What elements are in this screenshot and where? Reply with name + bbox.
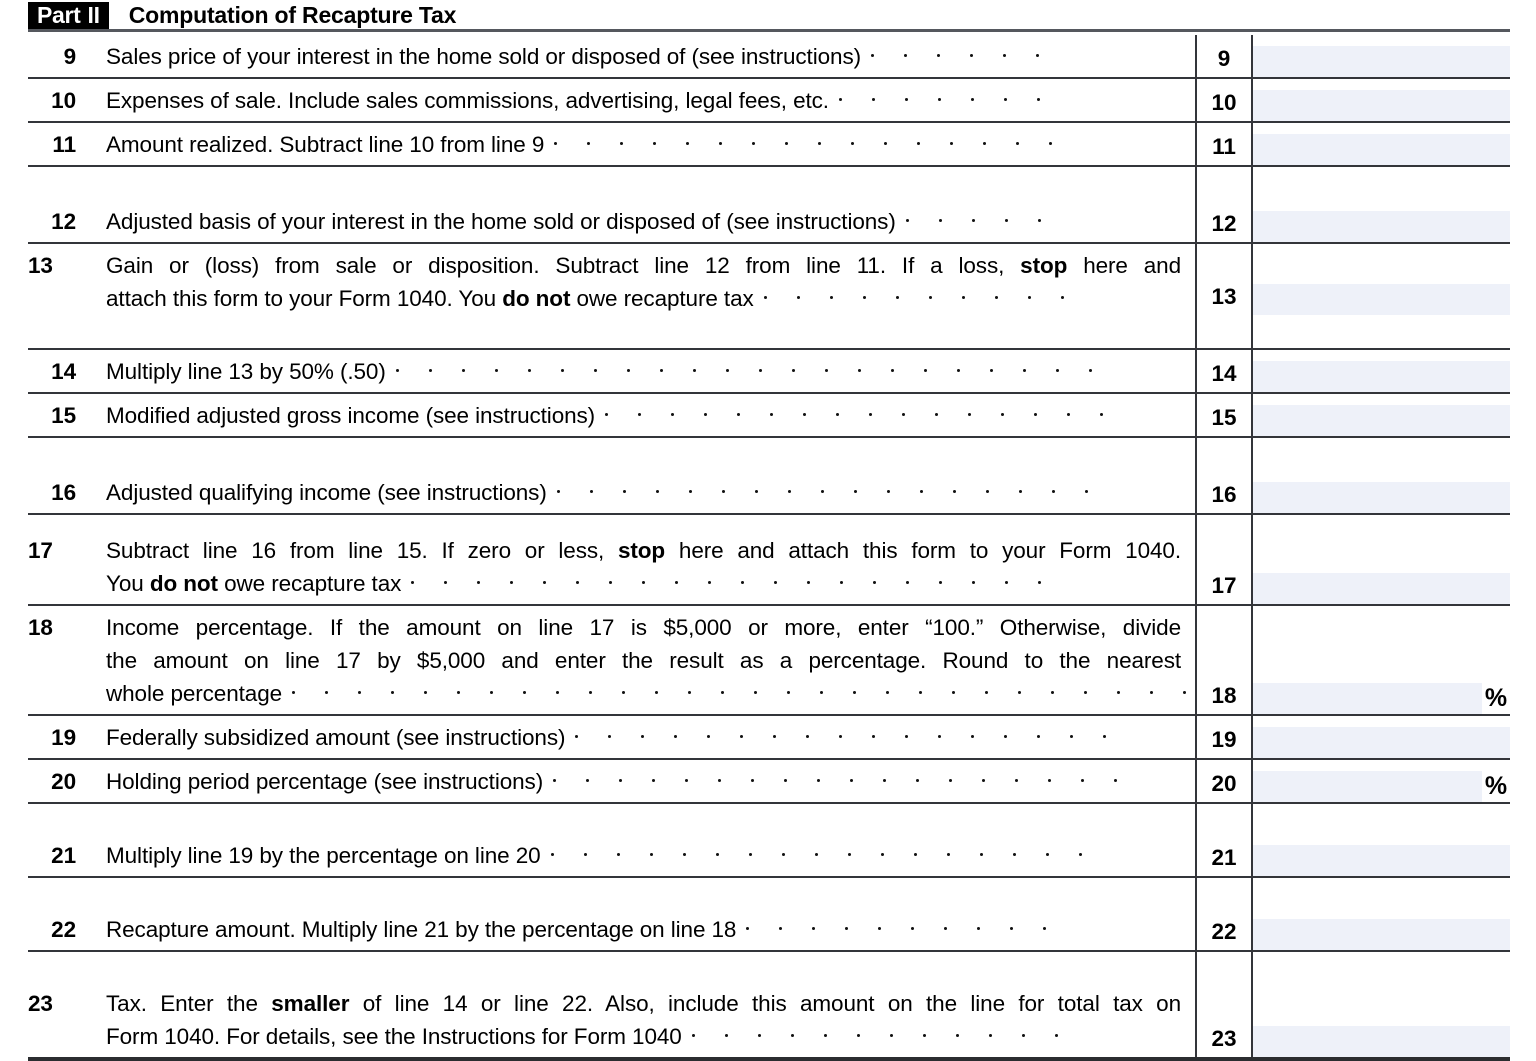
- line-text-19: Federally subsidized amount (see instructions): [106, 721, 1185, 754]
- amount-cell-16: [1253, 438, 1510, 513]
- description-cell-16: [28, 438, 1195, 513]
- amount-input-20[interactable]: [1253, 771, 1482, 802]
- line-text-12: Adjusted basis of your interest in the home sold or disposed of (see instructions): [106, 205, 1185, 238]
- description-cell-20: [28, 760, 1195, 802]
- line-text-13-row2: attach this form to your Form 1040. You do not owe recapture tax: [28, 282, 1195, 315]
- form-row-16: [28, 438, 1510, 515]
- line-number-15: 15: [51, 403, 76, 428]
- right-line-number-box-17: 17: [1195, 515, 1253, 604]
- amount-cell-9: [1253, 35, 1510, 77]
- amount-input-9[interactable]: [1253, 46, 1510, 77]
- amount-cell-18: [1253, 606, 1510, 714]
- description-cell-17: [28, 515, 1195, 604]
- right-line-number-box-23: 23: [1195, 952, 1253, 1057]
- amount-cell-17: [1253, 515, 1510, 604]
- line-text-20: Holding period percentage (see instructions): [106, 765, 1185, 798]
- amount-input-13[interactable]: [1253, 284, 1510, 315]
- line-text-10: Expenses of sale. Include sales commissions, advertising, legal fees, etc.: [106, 84, 1185, 117]
- part-number-tag: [28, 2, 109, 29]
- line-text-9: Sales price of your interest in the home sold or disposed of (see instructions): [106, 40, 1185, 73]
- line-text-15: Modified adjusted gross income (see instructions): [106, 399, 1185, 432]
- dot-leader: [292, 674, 1216, 696]
- amount-input-21[interactable]: [1253, 845, 1510, 876]
- amount-input-22[interactable]: [1253, 919, 1510, 950]
- description-cell-21: [28, 804, 1195, 876]
- amount-input-14[interactable]: [1253, 361, 1510, 392]
- amount-cell-11: [1253, 123, 1510, 165]
- right-line-number-box-11: 11: [1195, 123, 1253, 165]
- form-row-11: [28, 123, 1510, 167]
- form-row-10: [28, 79, 1510, 123]
- line-number-18: 18: [28, 615, 53, 640]
- description-cell-22: [28, 878, 1195, 950]
- right-line-number-box-14: 14: [1195, 350, 1253, 392]
- part-header: [28, 2, 1510, 32]
- right-line-number-box-16: 16: [1195, 438, 1253, 513]
- line-number-10: 10: [51, 88, 76, 113]
- right-line-number-box-18: 18: [1195, 606, 1253, 714]
- line-text-17-row1: 17 Subtract line 16 from line 15. If zero or less, stop here and attach this form to your Form 1040.: [28, 534, 1195, 567]
- amount-input-16[interactable]: [1253, 482, 1510, 513]
- line-number-16: 16: [51, 480, 76, 505]
- form-row-12: [28, 167, 1510, 244]
- right-line-number-box-9: 9: [1195, 35, 1253, 77]
- form-row-17: [28, 515, 1510, 606]
- line-text-22: Recapture amount. Multiply line 21 by the percentage on line 18: [106, 913, 1185, 946]
- form-row-15: [28, 394, 1510, 438]
- percent-sign-18: %: [1482, 683, 1510, 714]
- description-cell-11: [28, 123, 1195, 165]
- line-number-17: 17: [28, 538, 53, 563]
- form-row-14: [28, 350, 1510, 394]
- amount-input-23[interactable]: [1253, 1026, 1510, 1057]
- percent-sign-20: %: [1482, 771, 1510, 802]
- dot-leader: [554, 125, 1082, 147]
- dot-leader: [746, 910, 1076, 932]
- line-number-14: 14: [51, 359, 76, 384]
- dot-leader: [692, 1017, 1088, 1039]
- line-text-13-row1: 13 Gain or (loss) from sale or disposition. Subtract line 12 from line 11. If a loss, stop here and: [28, 249, 1195, 282]
- dot-leader: [557, 473, 1118, 495]
- dot-leader: [411, 564, 1071, 586]
- dot-leader: [906, 202, 1071, 224]
- right-line-number-box-13: 13: [1195, 244, 1253, 348]
- line-number-12: 12: [51, 209, 76, 234]
- right-line-number-box-12: 12: [1195, 167, 1253, 242]
- form-rows: [28, 35, 1510, 1061]
- form-row-21: [28, 804, 1510, 878]
- line-number-20: 20: [51, 769, 76, 794]
- line-text-18-row2: the amount on line 17 by $5,000 and enter the result as a percentage. Round to the nearest: [106, 648, 1181, 673]
- part-tag-number: II: [87, 2, 100, 28]
- dot-leader: [605, 396, 1133, 418]
- description-cell-9: [28, 35, 1195, 77]
- amount-input-19[interactable]: [1253, 727, 1510, 758]
- right-line-number-box-22: 22: [1195, 878, 1253, 950]
- form-row-19: [28, 716, 1510, 760]
- right-line-number-box-19: 19: [1195, 716, 1253, 758]
- line-number-9: 9: [63, 44, 76, 69]
- amount-cell-10: [1253, 79, 1510, 121]
- right-line-number-box-10: 10: [1195, 79, 1253, 121]
- amount-cell-22: [1253, 878, 1510, 950]
- right-line-number-box-20: 20: [1195, 760, 1253, 802]
- amount-input-15[interactable]: [1253, 405, 1510, 436]
- form-row-18: [28, 606, 1510, 716]
- line-text-16: Adjusted qualifying income (see instructions): [106, 476, 1185, 509]
- line-text-21: Multiply line 19 by the percentage on line 20: [106, 839, 1185, 872]
- line-number-21: 21: [51, 843, 76, 868]
- description-cell-10: [28, 79, 1195, 121]
- description-cell-18: [28, 606, 1195, 714]
- dot-leader: [551, 836, 1112, 858]
- amount-cell-12: [1253, 167, 1510, 242]
- description-cell-13: [28, 244, 1195, 348]
- description-cell-15: [28, 394, 1195, 436]
- amount-cell-23: [1253, 952, 1510, 1057]
- amount-cell-19: [1253, 716, 1510, 758]
- amount-cell-14: [1253, 350, 1510, 392]
- amount-cell-15: [1253, 394, 1510, 436]
- dot-leader: [396, 352, 1122, 374]
- amount-input-12[interactable]: [1253, 211, 1510, 242]
- amount-input-11[interactable]: [1253, 134, 1510, 165]
- line-text-18-row3: whole percentage: [28, 677, 1195, 710]
- amount-input-17[interactable]: [1253, 573, 1510, 604]
- amount-cell-21: [1253, 804, 1510, 876]
- form-row-20: [28, 760, 1510, 804]
- dot-leader: [871, 37, 1069, 59]
- description-cell-14: [28, 350, 1195, 392]
- form-row-13: [28, 244, 1510, 350]
- form-row-23: [28, 952, 1510, 1057]
- dot-leader: [839, 81, 1070, 103]
- form-row-22: [28, 878, 1510, 952]
- description-cell-23: [28, 952, 1195, 1057]
- line-text-23-row2: Form 1040. For details, see the Instructions for Form 1040: [28, 1020, 1195, 1053]
- amount-cell-20: [1253, 760, 1510, 802]
- line-text-14: Multiply line 13 by 50% (.50): [106, 355, 1185, 388]
- line-text-23-row1: 23 Tax. Enter the smaller of line 14 or line 22. Also, include this amount on the line for total tax on: [28, 987, 1195, 1020]
- right-line-number-box-15: 15: [1195, 394, 1253, 436]
- part-tag-word: Part: [37, 2, 81, 28]
- description-cell-19: [28, 716, 1195, 758]
- right-line-number-box-21: 21: [1195, 804, 1253, 876]
- dot-leader: [575, 718, 1136, 740]
- form-row-9: [28, 35, 1510, 79]
- line-number-22: 22: [51, 917, 76, 942]
- amount-input-10[interactable]: [1253, 90, 1510, 121]
- amount-cell-13: [1253, 244, 1510, 348]
- line-number-13: 13: [28, 253, 53, 278]
- amount-input-18[interactable]: [1253, 683, 1482, 714]
- description-cell-12: [28, 167, 1195, 242]
- line-text-17-row2: You do not owe recapture tax: [28, 567, 1195, 600]
- line-number-11: 11: [52, 132, 76, 157]
- line-number-23: 23: [28, 991, 53, 1016]
- line-text-18-row1: 18 Income percentage. If the amount on line 17 is $5,000 or more, enter “100.” Otherwise, divide: [28, 611, 1195, 644]
- dot-leader: [764, 279, 1094, 301]
- line-text-11: Amount realized. Subtract line 10 from line 9: [106, 128, 1185, 161]
- part-title: Computation of Recapture Tax: [128, 2, 457, 28]
- line-number-19: 19: [51, 725, 76, 750]
- dot-leader: [553, 762, 1147, 784]
